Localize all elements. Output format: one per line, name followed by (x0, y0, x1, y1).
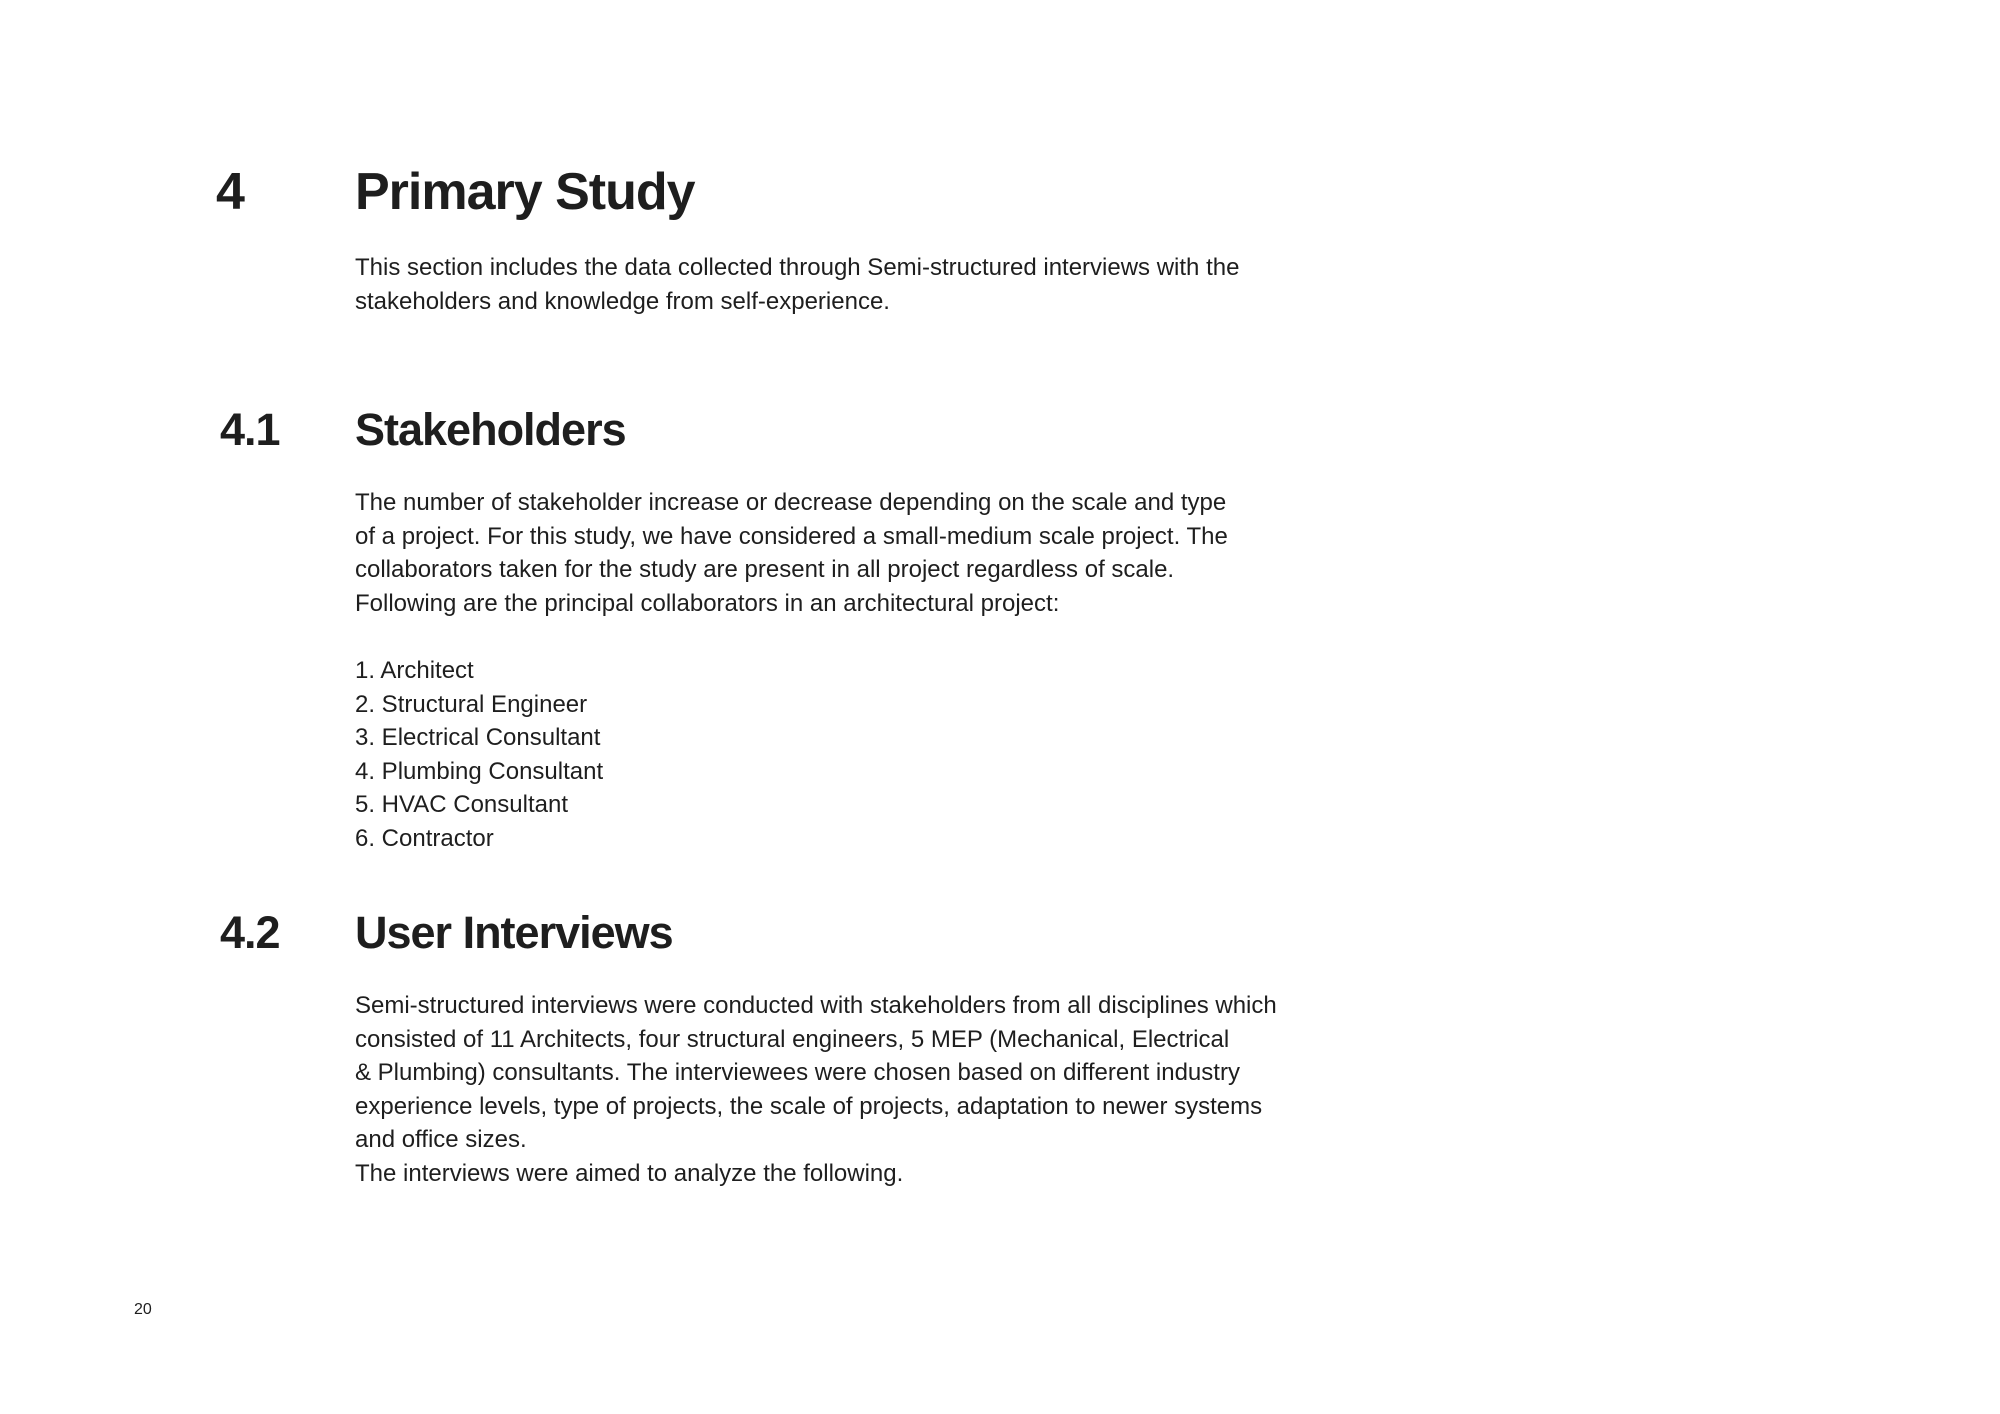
stakeholders-paragraph (355, 486, 1355, 620)
list-item: 2. Structural Engineer (355, 690, 588, 718)
list-item: 1. Architect (355, 657, 474, 684)
subsection-number: 4.1 (220, 404, 280, 455)
paragraph-line: & Plumbing) consultants. The interviewees were chosen based on different industry (355, 1059, 1240, 1086)
paragraph-line: collaborators taken for the study are present in all project regardless of scale. (355, 556, 1175, 583)
subsection-title: User Interviews (355, 907, 673, 958)
subsection-number: 4.2 (220, 907, 280, 958)
paragraph-line: This section includes the data collected through Semi-structured interviews with the (355, 254, 1240, 281)
section-number: 4 (216, 163, 244, 221)
list-item: 3. Electrical Consultant (355, 724, 601, 751)
paragraph-line: and office sizes. (355, 1126, 527, 1153)
paragraph-line: The number of stakeholder increase or decrease depending on the scale and type (355, 489, 1227, 516)
paragraph-line: Following are the principal collaborators in an architectural project: (355, 589, 1060, 617)
paragraph-line: stakeholders and knowledge from self-experience. (355, 287, 890, 315)
list-item: 4. Plumbing Consultant (355, 757, 604, 785)
paragraph-line: Semi-structured interviews were conducted with stakeholders from all disciplines which (355, 992, 1277, 1019)
paragraph-line: consisted of 11 Architects, four structural engineers, 5 MEP (Mechanical, Electrical (355, 1025, 1230, 1053)
page-number: 20 (134, 1301, 152, 1318)
list-item: 6. Contractor (355, 824, 494, 852)
paragraph-line: The interviews were aimed to analyze the following. (355, 1159, 904, 1187)
paragraph-line: experience levels, type of projects, the scale of projects, adaptation to newer systems (355, 1092, 1263, 1120)
subsection-title: Stakeholders (355, 404, 626, 455)
paragraph-line: of a project. For this study, we have considered a small-medium scale project. The (355, 522, 1228, 550)
section-intro-paragraph (355, 251, 1355, 318)
section-title: Primary Study (355, 163, 695, 221)
list-item: 5. HVAC Consultant (355, 791, 568, 818)
stakeholder-list (355, 654, 603, 855)
user-interviews-paragraph (355, 989, 1355, 1190)
